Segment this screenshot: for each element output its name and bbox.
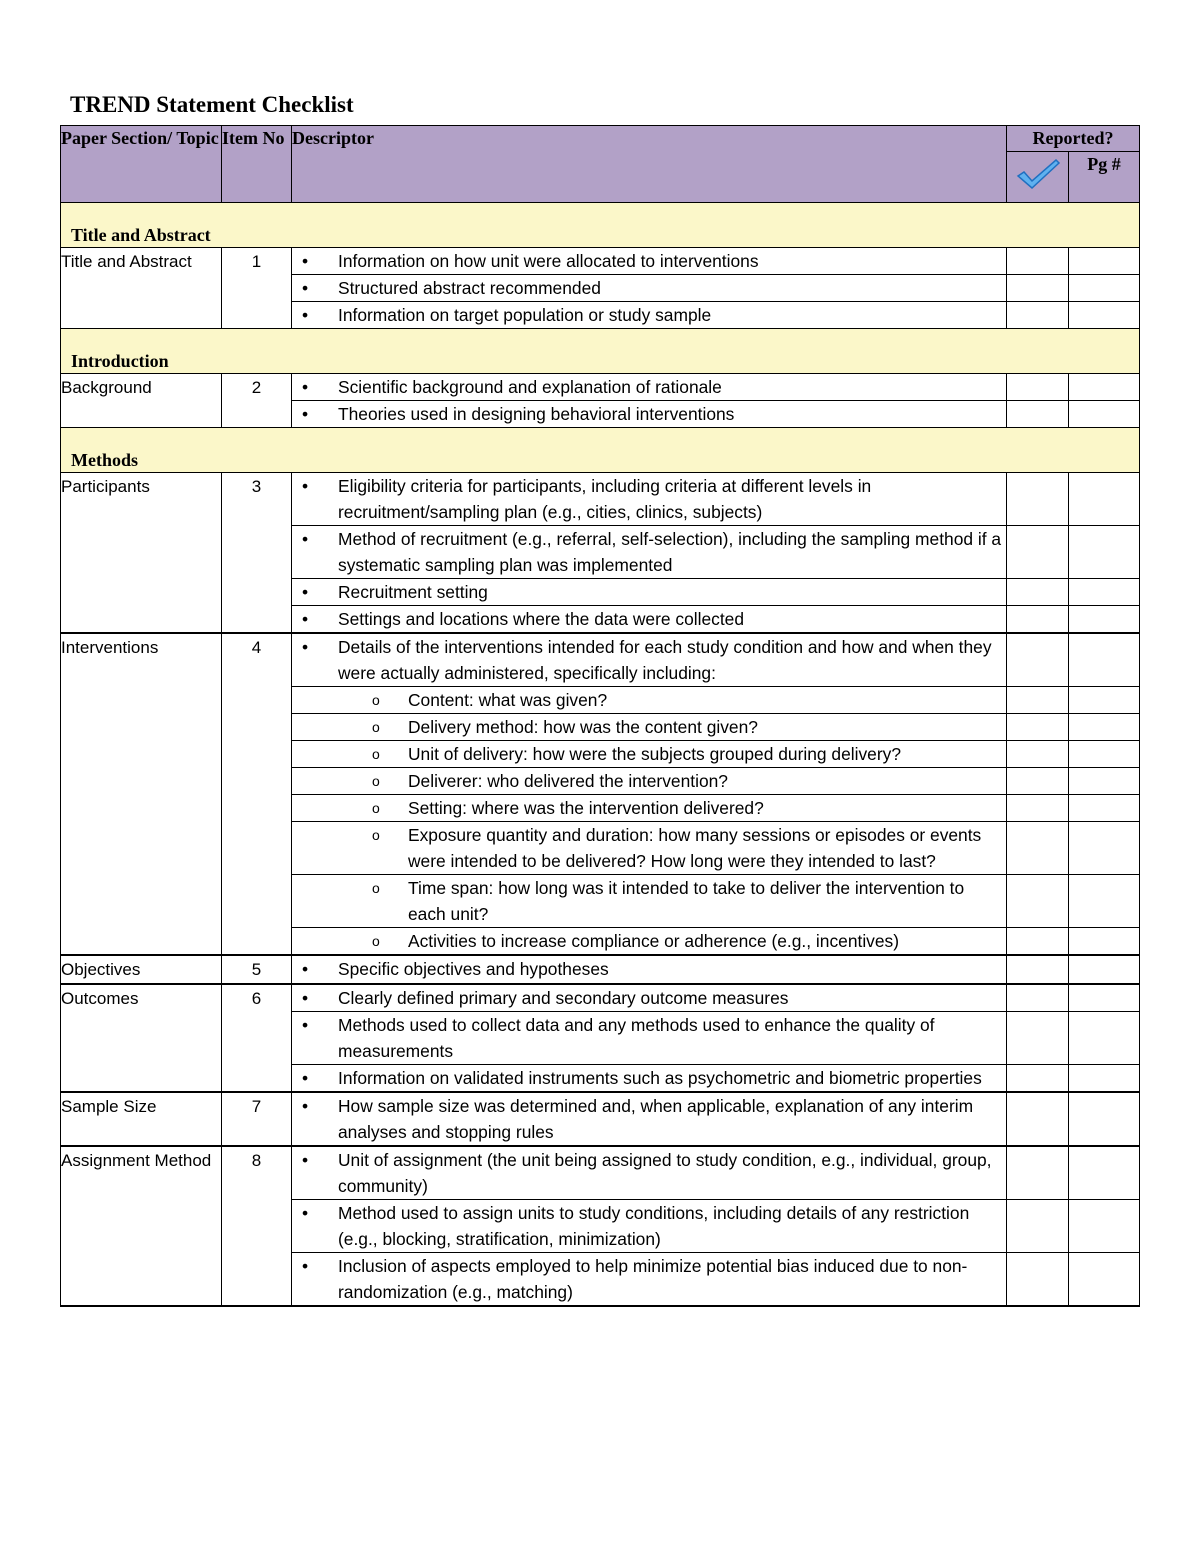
descriptor-text: Unit of assignment (the unit being assigned to study condition, e.g., individual, group, community) — [338, 1150, 992, 1196]
item-number: 1 — [222, 248, 292, 329]
list-item — [292, 928, 1006, 954]
sub-bullet-icon: o — [372, 692, 380, 708]
descriptor-text: Eligibility criteria for participants, including criteria at different levels in recruitment/sampling plan (e.g., cities, clinics, subjects) — [338, 476, 872, 522]
descriptor-cell — [292, 579, 1007, 606]
header-row — [61, 126, 1140, 152]
reported-check-cell[interactable] — [1007, 768, 1069, 795]
reported-check-cell[interactable] — [1007, 248, 1069, 275]
list-item — [292, 1065, 1006, 1091]
descriptor-cell — [292, 633, 1007, 687]
list-item — [292, 526, 1006, 578]
page-number-cell[interactable] — [1069, 302, 1140, 329]
reported-check-cell[interactable] — [1007, 275, 1069, 302]
descriptor-text: Recruitment setting — [338, 582, 488, 602]
reported-check-cell[interactable] — [1007, 687, 1069, 714]
descriptor-text: Deliverer: who delivered the intervention? — [408, 771, 728, 791]
list-item — [292, 956, 1006, 982]
descriptor-text: How sample size was determined and, when applicable, explanation of any interim analyses and stopping rules — [338, 1096, 974, 1142]
descriptor-cell — [292, 473, 1007, 526]
section-row — [61, 329, 1140, 374]
descriptor-text: Specific objectives and hypotheses — [338, 959, 609, 979]
list-item — [292, 985, 1006, 1011]
header-reported: Reported? — [1007, 126, 1140, 152]
bullet-icon: • — [302, 1203, 309, 1223]
page-number-cell[interactable] — [1069, 875, 1140, 928]
section-row — [61, 428, 1140, 473]
page-number-cell[interactable] — [1069, 795, 1140, 822]
reported-check-cell[interactable] — [1007, 741, 1069, 768]
descriptor-cell — [292, 928, 1007, 956]
bullet-icon: • — [302, 1256, 309, 1276]
topic-cell: Objectives — [61, 955, 222, 984]
bullet-icon: • — [302, 529, 309, 549]
descriptor-text: Clearly defined primary and secondary outcome measures — [338, 988, 789, 1008]
reported-check-cell[interactable] — [1007, 579, 1069, 606]
reported-check-cell[interactable] — [1007, 1200, 1069, 1253]
descriptor-cell — [292, 687, 1007, 714]
reported-check-cell[interactable] — [1007, 1012, 1069, 1065]
section-heading: Title and Abstract — [61, 203, 1140, 248]
list-item — [292, 401, 1006, 427]
list-item — [292, 374, 1006, 400]
descriptor-text: Details of the interventions intended for each study condition and how and when they were actually administered, specifically including: — [338, 637, 992, 683]
page-number-cell[interactable] — [1069, 928, 1140, 956]
page-number-cell[interactable] — [1069, 955, 1140, 984]
descriptor-text: Inclusion of aspects employed to help minimize potential bias induced due to non-randomization (e.g., matching) — [338, 1256, 968, 1302]
list-item — [292, 1253, 1006, 1305]
table-row — [61, 1092, 1140, 1146]
checklist-table — [60, 125, 1140, 1307]
bullet-icon: • — [302, 609, 309, 629]
header-descriptor: Descriptor — [292, 126, 1007, 203]
descriptor-cell — [292, 984, 1007, 1012]
descriptor-cell — [292, 768, 1007, 795]
descriptor-text: Method of recruitment (e.g., referral, self-selection), including the sampling method if a systematic sampling plan was implemented — [338, 529, 1002, 575]
page-title: TREND Statement Checklist — [70, 92, 354, 117]
descriptor-text: Structured abstract recommended — [338, 278, 601, 298]
topic-cell: Title and Abstract — [61, 248, 222, 329]
list-item — [292, 579, 1006, 605]
descriptor-cell — [292, 1200, 1007, 1253]
section-heading: Methods — [61, 428, 1140, 473]
page-number-cell[interactable] — [1069, 1092, 1140, 1146]
topic-cell: Interventions — [61, 633, 222, 955]
item-number: 6 — [222, 984, 292, 1092]
descriptor-text: Settings and locations where the data were collected — [338, 609, 745, 629]
bullet-icon: • — [302, 959, 309, 979]
descriptor-cell — [292, 955, 1007, 984]
descriptor-cell — [292, 606, 1007, 634]
header-section: Paper Section/ Topic — [61, 126, 222, 203]
topic-cell: Sample Size — [61, 1092, 222, 1146]
descriptor-text: Method used to assign units to study conditions, including details of any restriction (e.g., blocking, stratification, minimization) — [338, 1203, 970, 1249]
checkmark-icon — [1015, 157, 1061, 191]
page-number-cell[interactable] — [1069, 984, 1140, 1012]
page-number-cell[interactable] — [1069, 1146, 1140, 1200]
item-number: 3 — [222, 473, 292, 634]
item-number: 2 — [222, 374, 292, 428]
table-row — [61, 374, 1140, 401]
topic-cell: Outcomes — [61, 984, 222, 1092]
reported-check-cell[interactable] — [1007, 374, 1069, 401]
descriptor-text: Information on how unit were allocated to interventions — [338, 251, 759, 271]
item-number: 4 — [222, 633, 292, 955]
bullet-icon: • — [302, 404, 309, 424]
descriptor-cell — [292, 248, 1007, 275]
page-number-cell[interactable] — [1069, 1065, 1140, 1093]
item-number: 5 — [222, 955, 292, 984]
page-number-cell[interactable] — [1069, 741, 1140, 768]
reported-check-cell[interactable] — [1007, 875, 1069, 928]
descriptor-cell — [292, 714, 1007, 741]
bullet-icon: • — [302, 305, 309, 325]
list-item — [292, 741, 1006, 767]
descriptor-cell — [292, 302, 1007, 329]
descriptor-text: Methods used to collect data and any methods used to enhance the quality of measurements — [338, 1015, 935, 1061]
descriptor-text: Information on validated instruments such as psychometric and biometric properties — [338, 1068, 982, 1088]
descriptor-cell — [292, 1253, 1007, 1307]
descriptor-cell — [292, 795, 1007, 822]
descriptor-cell — [292, 374, 1007, 401]
page-number-cell[interactable] — [1069, 822, 1140, 875]
table-row — [61, 955, 1140, 984]
topic-cell: Participants — [61, 473, 222, 634]
reported-check-cell[interactable] — [1007, 1065, 1069, 1093]
list-item — [292, 714, 1006, 740]
descriptor-cell — [292, 275, 1007, 302]
reported-check-cell[interactable] — [1007, 928, 1069, 956]
descriptor-text: Time span: how long was it intended to take to deliver the intervention to each unit? — [408, 878, 965, 924]
descriptor-text: Unit of delivery: how were the subjects grouped during delivery? — [408, 744, 902, 764]
page-number-cell[interactable] — [1069, 526, 1140, 579]
header-page-number: Pg # — [1069, 152, 1140, 203]
descriptor-text: Information on target population or study sample — [338, 305, 712, 325]
descriptor-cell — [292, 1065, 1007, 1093]
list-item — [292, 275, 1006, 301]
descriptor-cell — [292, 875, 1007, 928]
table-row — [61, 984, 1140, 1012]
table-row — [61, 248, 1140, 275]
list-item — [292, 302, 1006, 328]
table-row — [61, 633, 1140, 687]
descriptor-text: Theories used in designing behavioral interventions — [338, 404, 735, 424]
list-item — [292, 1012, 1006, 1064]
list-item — [292, 1093, 1006, 1145]
list-item — [292, 768, 1006, 794]
descriptor-cell — [292, 822, 1007, 875]
list-item — [292, 687, 1006, 713]
page-number-cell[interactable] — [1069, 1200, 1140, 1253]
section-row — [61, 203, 1140, 248]
descriptor-cell — [292, 1012, 1007, 1065]
page-number-cell[interactable] — [1069, 473, 1140, 526]
descriptor-text: Exposure quantity and duration: how many sessions or episodes or events were intended to be delivered? How long were they intended to last? — [408, 825, 982, 871]
section-heading: Introduction — [61, 329, 1140, 374]
bullet-icon: • — [302, 1068, 309, 1088]
list-item — [292, 822, 1006, 874]
descriptor-cell — [292, 1092, 1007, 1146]
bullet-icon: • — [302, 1015, 309, 1035]
page-number-cell[interactable] — [1069, 687, 1140, 714]
descriptor-cell — [292, 1146, 1007, 1200]
table-row — [61, 473, 1140, 526]
topic-cell: Background — [61, 374, 222, 428]
reported-check-cell[interactable] — [1007, 984, 1069, 1012]
bullet-icon: • — [302, 1150, 309, 1170]
page-number-cell[interactable] — [1069, 714, 1140, 741]
descriptor-text: Delivery method: how was the content given? — [408, 717, 758, 737]
item-number: 8 — [222, 1146, 292, 1306]
page-number-cell[interactable] — [1069, 275, 1140, 302]
reported-check-cell[interactable] — [1007, 302, 1069, 329]
reported-check-cell[interactable] — [1007, 473, 1069, 526]
reported-check-cell[interactable] — [1007, 606, 1069, 634]
bullet-icon: • — [302, 476, 309, 496]
page-number-cell[interactable] — [1069, 1012, 1140, 1065]
reported-check-cell[interactable] — [1007, 526, 1069, 579]
page-number-cell[interactable] — [1069, 248, 1140, 275]
reported-check-cell[interactable] — [1007, 1253, 1069, 1307]
page-number-cell[interactable] — [1069, 633, 1140, 687]
descriptor-text: Activities to increase compliance or adherence (e.g., incentives) — [408, 931, 900, 951]
reported-check-cell[interactable] — [1007, 795, 1069, 822]
list-item — [292, 795, 1006, 821]
sub-bullet-icon: o — [372, 773, 380, 789]
reported-check-cell[interactable] — [1007, 822, 1069, 875]
descriptor-cell — [292, 526, 1007, 579]
reported-check-cell[interactable] — [1007, 1092, 1069, 1146]
reported-check-cell[interactable] — [1007, 401, 1069, 428]
reported-check-cell[interactable] — [1007, 633, 1069, 687]
sub-bullet-icon: o — [372, 719, 380, 735]
item-number: 7 — [222, 1092, 292, 1146]
bullet-icon: • — [302, 278, 309, 298]
list-item — [292, 473, 1006, 525]
bullet-icon: • — [302, 1096, 309, 1116]
reported-check-cell[interactable] — [1007, 1146, 1069, 1200]
bullet-icon: • — [302, 377, 309, 397]
page-number-cell[interactable] — [1069, 606, 1140, 634]
sub-bullet-icon: o — [372, 880, 380, 896]
descriptor-text: Scientific background and explanation of rationale — [338, 377, 722, 397]
bullet-icon: • — [302, 988, 309, 1008]
list-item — [292, 875, 1006, 927]
descriptor-text: Setting: where was the intervention delivered? — [408, 798, 764, 818]
header-item-no: Item No — [222, 126, 292, 203]
list-item — [292, 248, 1006, 274]
page-number-cell[interactable] — [1069, 1253, 1140, 1307]
list-item — [292, 1147, 1006, 1199]
descriptor-text: Content: what was given? — [408, 690, 608, 710]
descriptor-cell — [292, 741, 1007, 768]
list-item — [292, 606, 1006, 632]
sub-bullet-icon: o — [372, 827, 380, 843]
sub-bullet-icon: o — [372, 933, 380, 949]
descriptor-cell — [292, 401, 1007, 428]
sub-bullet-icon: o — [372, 800, 380, 816]
bullet-icon: • — [302, 582, 309, 602]
list-item — [292, 634, 1006, 686]
topic-cell: Assignment Method — [61, 1146, 222, 1306]
table-row — [61, 1146, 1140, 1200]
page-number-cell[interactable] — [1069, 579, 1140, 606]
page-number-cell[interactable] — [1069, 768, 1140, 795]
reported-check-cell[interactable] — [1007, 714, 1069, 741]
bullet-icon: • — [302, 637, 309, 657]
sub-bullet-icon: o — [372, 746, 380, 762]
header-check-cell — [1007, 152, 1069, 203]
page-number-cell[interactable] — [1069, 374, 1140, 401]
list-item — [292, 1200, 1006, 1252]
page-number-cell[interactable] — [1069, 401, 1140, 428]
bullet-icon: • — [302, 251, 309, 271]
reported-check-cell[interactable] — [1007, 955, 1069, 984]
